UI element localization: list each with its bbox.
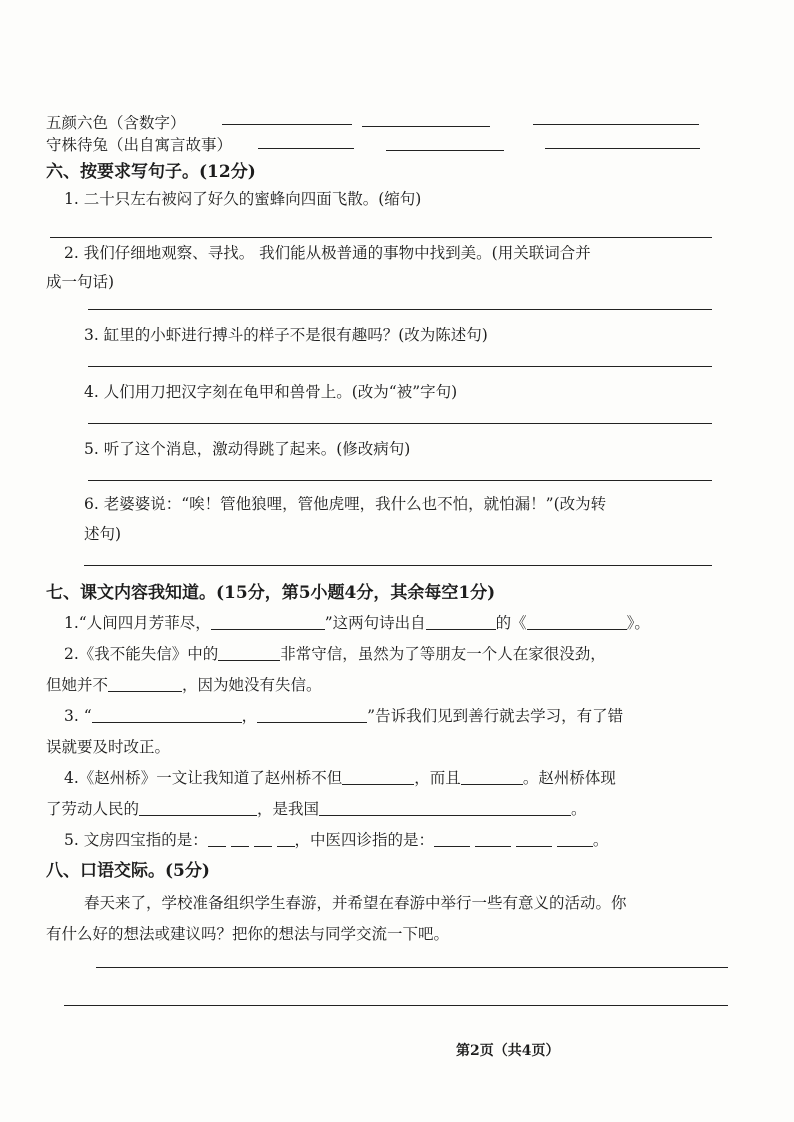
answer-line[interactable] [88, 309, 712, 310]
question-7-4-cont: 了劳动人民的 ，是我国 。 [46, 800, 587, 818]
question-7-1: 1.“人间四月芳菲尽， ”这两句诗出自 的《 》。 [64, 614, 650, 632]
question-7-4: 4.《赵州桥》一文让我知道了赵州桥不但 ，而且 。赵州桥体现 [64, 769, 616, 787]
answer-blank[interactable] [527, 614, 627, 630]
question-7-2-cont: 但她并不 ，因为她没有失信。 [46, 676, 322, 694]
answer-blank[interactable] [231, 831, 249, 847]
answer-blank[interactable] [208, 831, 226, 847]
answer-blank[interactable] [386, 150, 504, 151]
answer-blank[interactable] [342, 769, 414, 785]
answer-blank[interactable] [426, 614, 496, 630]
answer-blank[interactable] [211, 614, 325, 630]
idiom-line-1: 五颜六色（含数字） [46, 114, 186, 132]
answer-line[interactable] [50, 237, 712, 238]
question-6-1: 1. 二十只左右被闷了好久的蜜蜂向四面飞散。(缩句) [64, 190, 422, 208]
section-8-heading: 八、口语交际。(5分) [46, 861, 210, 881]
answer-blank[interactable] [92, 707, 242, 723]
answer-blank[interactable] [461, 769, 523, 785]
answer-blank[interactable] [277, 831, 295, 847]
answer-blank[interactable] [319, 800, 571, 816]
section-7-heading: 七、课文内容我知道。(15分，第5小题4分，其余每空1分) [46, 583, 496, 603]
answer-blank[interactable] [222, 124, 352, 125]
answer-line[interactable] [64, 1005, 728, 1006]
answer-blank[interactable] [475, 831, 511, 847]
question-6-6-cont: 述句) [84, 525, 122, 543]
answer-blank[interactable] [533, 124, 699, 125]
question-6-6: 6. 老婆婆说：“唉！管他狼哩，管他虎哩，我什么也不怕，就怕漏！”(改为转 [84, 495, 607, 513]
idiom-line-2: 守株待兔（出自寓言故事） [46, 136, 233, 154]
answer-blank[interactable] [545, 148, 700, 149]
answer-blank[interactable] [516, 831, 552, 847]
question-7-3: 3. “ ， ”告诉我们见到善行就去学习，有了错 [64, 707, 624, 725]
answer-blank[interactable] [258, 148, 354, 149]
answer-blank[interactable] [254, 831, 272, 847]
answer-blank[interactable] [218, 645, 280, 661]
answer-blank[interactable] [434, 831, 470, 847]
question-7-5: 5. 文房四宝指的是： ，中医四诊指的是： 。 [64, 831, 609, 849]
question-6-5: 5. 听了这个消息，激动得跳了起来。(修改病句) [84, 440, 411, 458]
answer-line[interactable] [88, 480, 712, 481]
section-8-prompt-line-1: 春天来了，学校准备组织学生春游，并希望在春游中举行一些有意义的活动。你 [84, 894, 627, 912]
section-6-heading: 六、按要求写句子。(12分) [46, 162, 256, 182]
answer-line[interactable] [88, 423, 712, 424]
answer-blank[interactable] [139, 800, 257, 816]
question-6-4: 4. 人们用刀把汉字刻在龟甲和兽骨上。(改为“被”字句) [84, 383, 458, 401]
section-8-prompt-line-2: 有什么好的想法或建议吗？把你的想法与同学交流一下吧。 [46, 925, 450, 943]
answer-line[interactable] [96, 967, 728, 968]
answer-blank[interactable] [108, 676, 182, 692]
answer-blank[interactable] [257, 707, 367, 723]
answer-line[interactable] [88, 366, 712, 367]
answer-blank[interactable] [557, 831, 593, 847]
question-7-3-cont: 误就要及时改正。 [46, 738, 171, 756]
question-6-2: 2. 我们仔细地观察、寻找。 我们能从极普通的事物中找到美。(用关联词合并 [64, 244, 591, 262]
question-7-2: 2.《我不能失信》中的 非常守信，虽然为了等朋友一个人在家很没劲， [64, 645, 606, 663]
question-6-2-cont: 成一句话) [46, 273, 115, 291]
answer-line[interactable] [84, 565, 712, 566]
answer-blank[interactable] [362, 126, 490, 127]
page-number: 第2页（共4页） [456, 1043, 560, 1059]
question-6-3: 3. 缸里的小虾进行搏斗的样子不是很有趣吗？(改为陈述句) [84, 326, 488, 344]
